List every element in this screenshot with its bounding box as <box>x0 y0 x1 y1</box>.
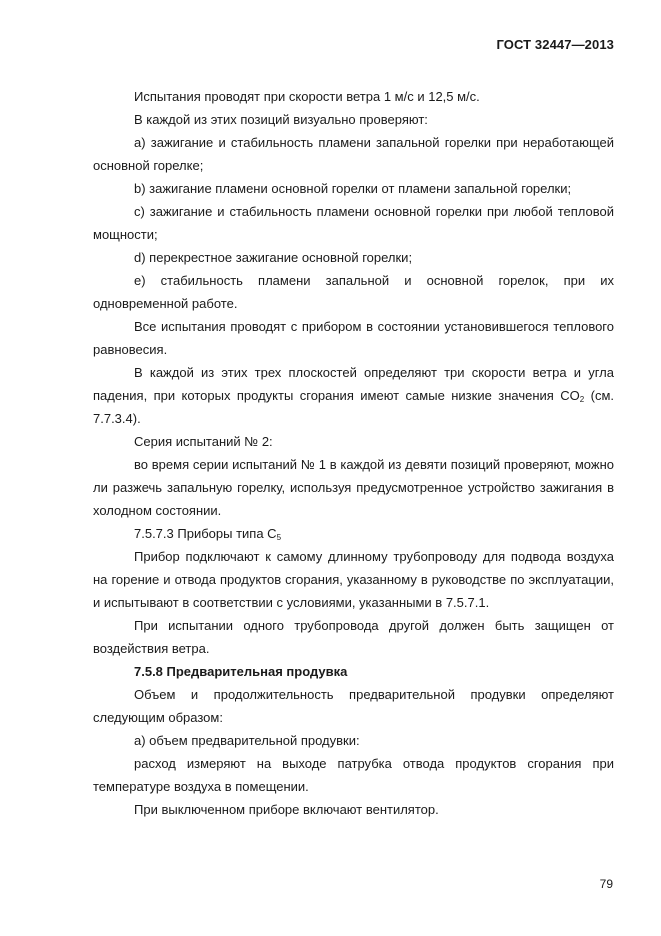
document-header: ГОСТ 32447—2013 <box>496 37 614 52</box>
paragraph-text: В каждой из этих трех плоскостей определяют три скорости ветра и угла падения, при которых продукты сгорания имеют самые низкие значения CO <box>93 365 614 403</box>
subscript: 5 <box>276 533 282 542</box>
paragraph: Прибор подключают к самому длинному трубопроводу для подвода воздуха на горение и отвода продуктов сгорания, указанному в руководстве по эксплуатации, и испытывают в соответствии с условиями, указанными в 7.5.7.1. <box>93 549 614 610</box>
paragraph: В каждой из этих позиций визуально проверяют: <box>134 112 428 127</box>
paragraph: Все испытания проводят с прибором в состоянии установившегося теплового равновесия. <box>93 319 614 357</box>
paragraph <box>93 361 614 430</box>
list-item: а) объем предварительной продувки: <box>134 733 360 748</box>
document-body <box>93 85 614 821</box>
list-item: d) перекрестное зажигание основной горелки; <box>134 250 413 265</box>
list-item: b) зажигание пламени основной горелки от пламени запальной горелки; <box>134 181 572 196</box>
paragraph: во время серии испытаний № 1 в каждой из девяти позиций проверяют, можно ли разжечь запальную горелку, используя предусмотренное устройство зажигания в холодном состоянии. <box>93 457 614 518</box>
heading-text: 7.5.7.3 Приборы типа C <box>134 526 277 541</box>
paragraph: Серия испытаний № 2: <box>134 434 273 449</box>
list-item: c) зажигание и стабильность пламени основной горелки при любой тепловой мощности; <box>93 204 614 242</box>
page-number: 79 <box>599 877 613 891</box>
paragraph: расход измеряют на выходе патрубка отвода продуктов сгорания при температуре воздуха в помещении. <box>93 756 614 794</box>
paragraph: Испытания проводят при скорости ветра 1 м/с и 12,5 м/с. <box>134 89 480 104</box>
list-item: а) зажигание и стабильность пламени запальной горелки при неработающей основной горелке; <box>93 135 614 173</box>
paragraph: При испытании одного трубопровода другой должен быть защищен от воздействия ветра. <box>93 618 614 656</box>
paragraph-text: (см. 7.7.3.4). <box>93 388 614 426</box>
subsection-heading <box>93 522 614 545</box>
paragraph: Объем и продолжительность предварительной продувки определяют следующим образом: <box>93 687 614 725</box>
list-item: e) стабильность пламени запальной и основной горелок, при их одновременной работе. <box>93 273 614 311</box>
subscript: 2 <box>579 395 585 404</box>
paragraph: При выключенном приборе включают вентилятор. <box>134 802 439 817</box>
section-heading: 7.5.8 Предварительная продувка <box>134 664 348 679</box>
